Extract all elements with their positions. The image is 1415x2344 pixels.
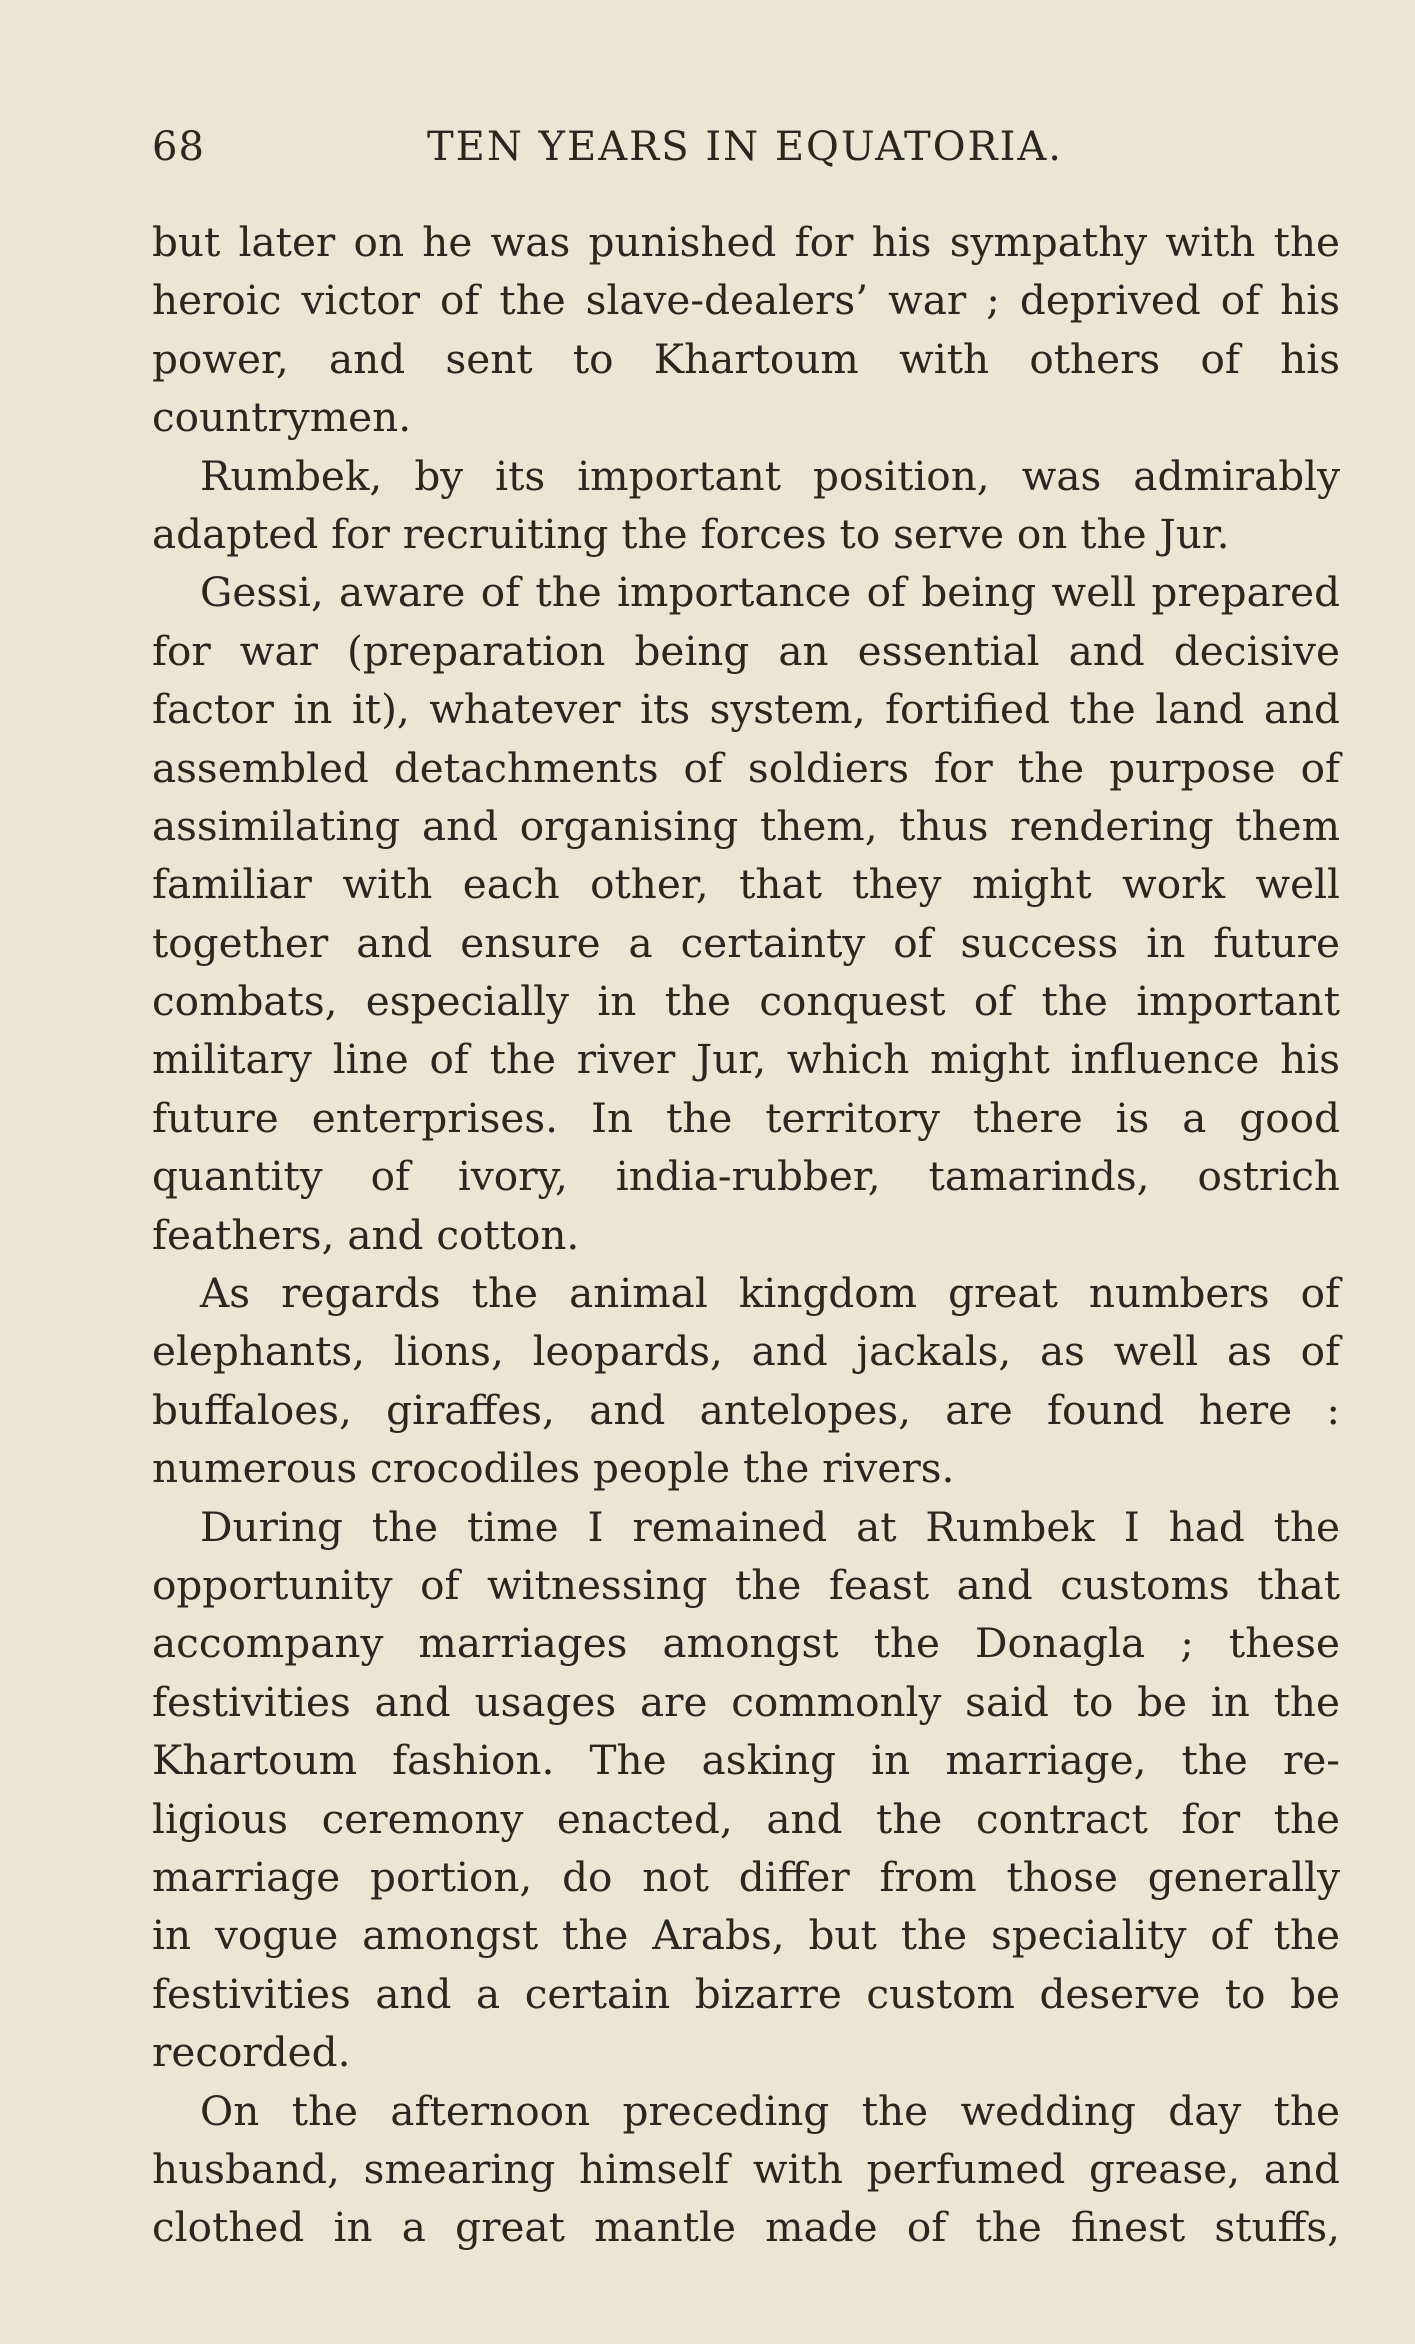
text-line: Rumbek, by its important position, was admirably bbox=[200, 451, 1340, 500]
text-line: adapted for recruiting the forces to serve on the Jur. bbox=[152, 509, 1230, 558]
text-line: feathers, and cotton. bbox=[152, 1210, 580, 1259]
text-line: familiar with each other, that they might work well bbox=[152, 860, 1340, 909]
text-line: On the afternoon preceding the wedding day the bbox=[200, 2086, 1340, 2135]
text-line: buffaloes, giraffes, and antelopes, are found here : bbox=[152, 1385, 1340, 1434]
text-line: accompany marriages amongst the Donagla ; these bbox=[152, 1619, 1340, 1668]
text-line: ligious ceremony enacted, and the contract for the bbox=[152, 1794, 1340, 1843]
text-line: Khartoum fashion. The asking in marriage, the re- bbox=[152, 1736, 1340, 1785]
text-line: During the time I remained at Rumbek I had the bbox=[200, 1502, 1340, 1551]
text-line: combats, especially in the conquest of the important bbox=[152, 977, 1340, 1026]
text-line: quantity of ivory, india-rubber, tamarinds, ostrich bbox=[152, 1152, 1340, 1201]
text-line: Gessi, aware of the importance of being well prepared bbox=[200, 568, 1340, 617]
text-line: future enterprises. In the territory there is a good bbox=[152, 1093, 1340, 1142]
text-line: together and ensure a certainty of success in future bbox=[152, 918, 1340, 967]
text-line: numerous crocodiles people the rivers. bbox=[152, 1444, 955, 1493]
text-line: husband, smearing himself with perfumed grease, and bbox=[152, 2144, 1340, 2193]
running-head bbox=[152, 122, 1340, 172]
text-line: in vogue amongst the Arabs, but the speciality of the bbox=[152, 1911, 1340, 1960]
page-number: 68 bbox=[152, 124, 205, 170]
text-line: assembled detachments of soldiers for the purpose of bbox=[152, 743, 1340, 792]
text-line: festivities and a certain bizarre custom deserve to be bbox=[152, 1969, 1340, 2018]
text-line: clothed in a great mantle made of the finest stuffs, bbox=[152, 2203, 1340, 2252]
text-line: power, and sent to Khartoum with others of his bbox=[152, 334, 1340, 383]
text-line: opportunity of witnessing the feast and customs that bbox=[152, 1560, 1340, 1609]
text-line: marriage portion, do not differ from those generally bbox=[152, 1852, 1340, 1901]
text-line: elephants, lions, leopards, and jackals, as well as of bbox=[152, 1327, 1340, 1376]
text-line: but later on he was punished for his sympathy with the bbox=[152, 218, 1340, 266]
text-line: festivities and usages are commonly said to be in the bbox=[152, 1677, 1340, 1726]
text-line: for war (preparation being an essential and decisive bbox=[152, 626, 1340, 675]
text-line: As regards the animal kingdom great numbers of bbox=[200, 1269, 1340, 1318]
running-title: TEN YEARS IN EQUATORIA. bbox=[427, 124, 1063, 170]
text-line: recorded. bbox=[152, 2028, 351, 2077]
text-line: heroic victor of the slave-dealers’ war ; deprived of his bbox=[152, 276, 1340, 325]
text-line: assimilating and organising them, thus rendering them bbox=[152, 801, 1340, 850]
body-text bbox=[152, 213, 1340, 2257]
text-line: countrymen. bbox=[152, 393, 412, 442]
text-line: military line of the river Jur, which might influence his bbox=[152, 1035, 1340, 1084]
text-line: factor in it), whatever its system, fortified the land and bbox=[152, 685, 1340, 734]
